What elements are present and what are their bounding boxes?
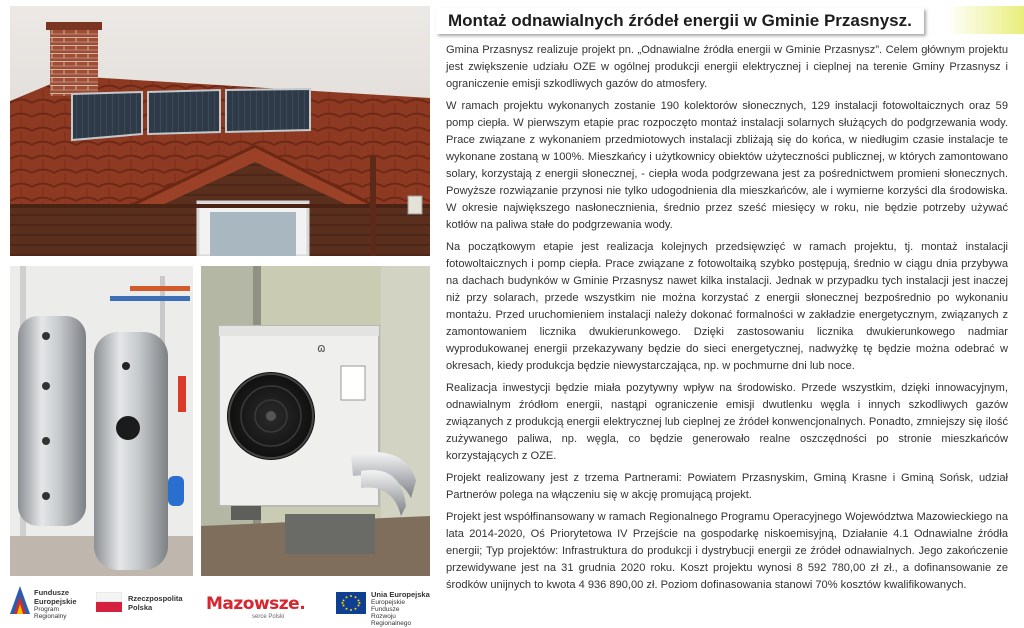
polish-flag-icon [96, 592, 122, 612]
heat-pump-photo [201, 266, 430, 576]
hot-water-tanks-photo [10, 266, 193, 576]
unia-line2: Europejskie Fundusze [371, 599, 405, 613]
fundusze-europejskie-icon [10, 586, 30, 614]
mazowsze-tagline: serce Polski [252, 614, 285, 620]
roof-solar-collectors-photo [10, 6, 430, 256]
svg-text:ɷ: ɷ [317, 341, 326, 355]
mazowsze-logo [206, 586, 326, 620]
fundusze-europejskie-logo [10, 586, 90, 620]
fundusze-line1: Fundusze [34, 588, 69, 597]
article-paragraph-partners: Projekt realizowany jest z trzema Partnerami: Powiatem Przasnyskim, Gminą Krasne i Gminą Sońsk, udział Partnerów polega na włączeniu się w akcję promującą projekt. [446, 472, 1008, 501]
rzeczpospolita-line2: Polska [128, 603, 153, 612]
fundusze-line2: Europejskie [34, 597, 77, 606]
rzeczpospolita-polska-logo [96, 586, 196, 620]
fundusze-line3: Program Regionalny [34, 606, 67, 620]
eu-flag-icon [336, 592, 366, 614]
article-paragraph-funding: Projekt jest współfinansowany w ramach Regionalnego Programu Operacyjnego Województwa Mazowieckiego na lata 2014-2020, Oś Priorytetowa IV Przejście na gospodarkę niskoemisyjną, Działanie 4.1 Odnawialne źródła energii; Typ projektów: Infrastruktura do produkcji i dystrybucji energii ze źródeł odnawialnych. Jego zakończenie przewidywane jest na 31 grudnia 2020 roku. Koszt projektu wynosi 8 592 780,00 zł zł., a dofinansowanie ze środków unijnych to kwota 4 936 890,00 zł. Poziom dofinasowania stanowi 70% kosztów kwalifikowanych. [446, 511, 1008, 591]
article-paragraph-scope: W ramach projektu wykonanych zostanie 190 kolektorów słonecznych, 129 instalacji fotowoltaicznych oraz 59 pomp ciepła. W pierwszym etapie prac rozpoczęto montaż instalacji solarnych służących do podgrzewania wody. Prace związane z wykonaniem przedmiotowych instalacji zbliżają się do końca, w niedługim czasie instalacje te wykonane zostaną w 100%. Mieszkańcy i użytkownicy obiektów użyteczności publicznej, w których zamontowano solary, korzystają z energii słonecznej, - ciepła woda podgrzewana jest za pośrednictwem promieni słonecznych. Powyższe rozwiązanie przynosi nie tylko udogodnienia dla mieszkańców, ale i wymierne korzyści dla środowiska. W okresie największego nasłonecznienia, średnio przez sześć miesięcy w roku, nie będzie potrzeby używać kotłów na paliwa stałe do podgrzewania wody. [446, 100, 1008, 231]
article-paragraph-photovoltaics: Na początkowym etapie jest realizacja kolejnych przedsięwzięć w ramach projektu, tj. montaż instalacji fotowoltaicznych i pomp ciepła. Prace związane z fotowoltaiką szybko postępują, średnio w ciągu dnia przybywa na dachach budynków w Gminie Przasnysz nawet kilka instalacji. Jednak w przypadku tych instalacji jest inaczej niż przy solarach, przede wszystkim nie można korzystać z energii słonecznej bezpośrednio po wykonaniu montażu. Przed uruchomieniem instalacji należy dokonać formalności w zakładzie energetycznym, związanych z zamontowaniem licznika dwukierunkowego. Dzięki zastosowaniu licznika dwukierunkowego nadmiar wyprodukowanej energii przekazywany będzie do sieci energetycznej, nadwyżkę tę będzie można odebrać w okresach, kiedy produkcja będzie niewystarczająca, np. w pochmurne dni lub noce. [446, 241, 1008, 372]
rzeczpospolita-line1: Rzeczpospolita [128, 594, 183, 603]
article-paragraph-intro: Gmina Przasnysz realizuje projekt pn. „Odnawialne źródła energii w Gminie Przasnysz”. Celem głównym projektu jest zwiększenie udziału OZE w ogólnej produkcji energii elektrycznej i cieplnej na terenie Gminy Przasnysz i ograniczenie emisji szkodliwych gazów do atmosfery. [446, 44, 1008, 90]
article-paragraph-environment: Realizacja inwestycji będzie miała pozytywny wpływ na środowisko. Przede wszystkim, dzięki innowacyjnym, odnawialnym źródłom energii, nastąpi ograniczenie emisji dwutlenku węgla i innych szkodliwych gazów związanych z produkcją energii elektrycznej lub cieplnej ze źródeł konwencjonalnych. Ponadto, zmniejszy się ilość zużywanego paliwa, np. węgla, co będzie generowało realne oszczędności po stronie mieszkańców korzystających z OZE. [446, 382, 1008, 462]
title-banner [432, 6, 1024, 34]
title-accent-stripe [946, 6, 1024, 34]
mazowsze-wordmark: Mazowsze. [206, 594, 306, 614]
article-body [446, 42, 1008, 599]
unia-europejska-logo [336, 586, 430, 627]
funding-logos-bar [10, 582, 430, 627]
unia-line1: Unia Europejska [371, 590, 430, 599]
page-title: Montaż odnawialnych źródeł energii w Gminie Przasnysz. [436, 8, 924, 34]
unia-line3: Rozwoju Regionalnego [371, 613, 412, 627]
